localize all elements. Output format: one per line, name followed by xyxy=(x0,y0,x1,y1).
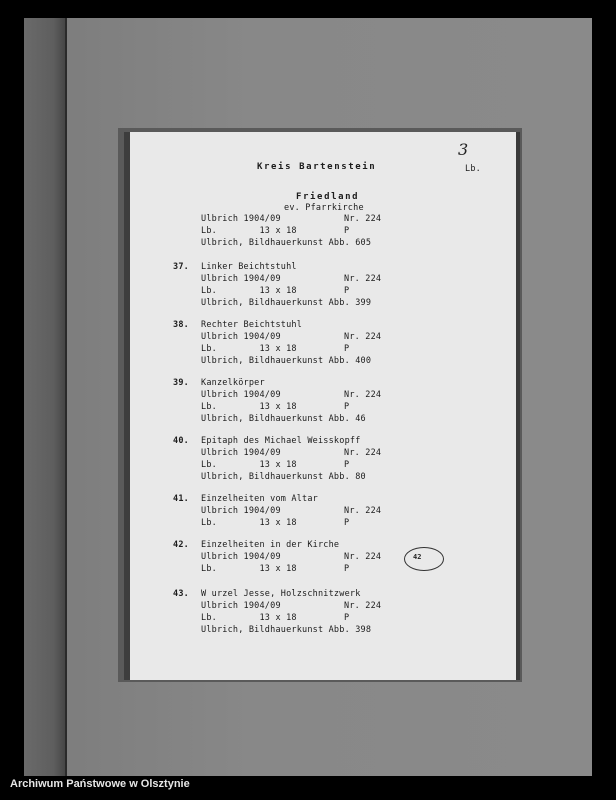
entry-p: P xyxy=(344,286,350,296)
entry-nr: Nr. 224 xyxy=(344,274,382,284)
entry-source: Ulbrich 1904/09 xyxy=(201,552,281,562)
entry-source: Ulbrich 1904/09 xyxy=(201,274,281,284)
code-label: Lb. xyxy=(465,164,481,174)
entry-title: Kanzelkörper xyxy=(201,378,265,388)
stamp-number: 42 xyxy=(413,553,422,561)
entry-number: 40. xyxy=(173,436,189,446)
entry-format: Lb. 13 x 18 xyxy=(201,460,297,470)
entry-nr: Nr. 224 xyxy=(344,214,382,224)
entry-nr: Nr. 224 xyxy=(344,506,382,516)
entry-source: Ulbrich 1904/09 xyxy=(201,332,281,342)
entry-p: P xyxy=(344,518,350,528)
entry-format: Lb. 13 x 18 xyxy=(201,518,297,528)
binding-edge xyxy=(65,18,67,776)
entry-title: Epitaph des Michael Weisskopff xyxy=(201,436,361,446)
entry-format: Lb. 13 x 18 xyxy=(201,344,297,354)
entry-nr: Nr. 224 xyxy=(344,448,382,458)
entry-ref: Ulbrich, Bildhauerkunst Abb. 398 xyxy=(201,625,372,635)
entry-source: Ulbrich 1904/09 xyxy=(201,390,281,400)
entry-nr: Nr. 224 xyxy=(344,390,382,400)
entry-number: 39. xyxy=(173,378,189,388)
handwritten-sheet-number: 3 xyxy=(458,140,469,159)
district-heading: Kreis Bartenstein xyxy=(257,162,377,172)
entry-format: Lb. 13 x 18 xyxy=(201,402,297,412)
entry-nr: Nr. 224 xyxy=(344,552,382,562)
entry-p: P xyxy=(344,460,350,470)
entry-nr: Nr. 224 xyxy=(344,332,382,342)
entry-p: P xyxy=(344,344,350,354)
archive-stamp xyxy=(404,547,444,571)
entry-number: 43. xyxy=(173,589,189,599)
entry-title: Rechter Beichtstuhl xyxy=(201,320,303,330)
entry-title: Einzelheiten in der Kirche xyxy=(201,540,340,550)
entry-source: Ulbrich 1904/09 xyxy=(201,214,281,224)
entry-number: 37. xyxy=(173,262,189,272)
entry-ref: Ulbrich, Bildhauerkunst Abb. 399 xyxy=(201,298,372,308)
entry-title: Einzelheiten vom Altar xyxy=(201,494,318,504)
town-heading: Friedland xyxy=(296,192,360,202)
binding-strip xyxy=(24,18,66,776)
entry-ref: Ulbrich, Bildhauerkunst Abb. 80 xyxy=(201,472,366,482)
entry-p: P xyxy=(344,564,350,574)
entry-ref: Ulbrich, Bildhauerkunst Abb. 605 xyxy=(201,238,372,248)
entry-source: Ulbrich 1904/09 xyxy=(201,448,281,458)
entry-ref: Ulbrich, Bildhauerkunst Abb. 46 xyxy=(201,414,366,424)
archive-footer: Archiwum Państwowe w Olsztynie xyxy=(10,778,190,790)
entry-p: P xyxy=(344,613,350,623)
entry-source: Ulbrich 1904/09 xyxy=(201,601,281,611)
entry-format: Lb. 13 x 18 xyxy=(201,226,297,236)
entry-format: Lb. 13 x 18 xyxy=(201,613,297,623)
entry-ref: Ulbrich, Bildhauerkunst Abb. 400 xyxy=(201,356,372,366)
entry-format: Lb. 13 x 18 xyxy=(201,286,297,296)
entry-p: P xyxy=(344,402,350,412)
church-heading: ev. Pfarrkirche xyxy=(284,203,364,213)
entry-source: Ulbrich 1904/09 xyxy=(201,506,281,516)
entry-title: W urzel Jesse, Holzschnitzwerk xyxy=(201,589,361,599)
entry-nr: Nr. 224 xyxy=(344,601,382,611)
entry-title: Linker Beichtstuhl xyxy=(201,262,297,272)
entry-format: Lb. 13 x 18 xyxy=(201,564,297,574)
entry-number: 38. xyxy=(173,320,189,330)
entry-number: 41. xyxy=(173,494,189,504)
entry-p: P xyxy=(344,226,350,236)
entry-number: 42. xyxy=(173,540,189,550)
